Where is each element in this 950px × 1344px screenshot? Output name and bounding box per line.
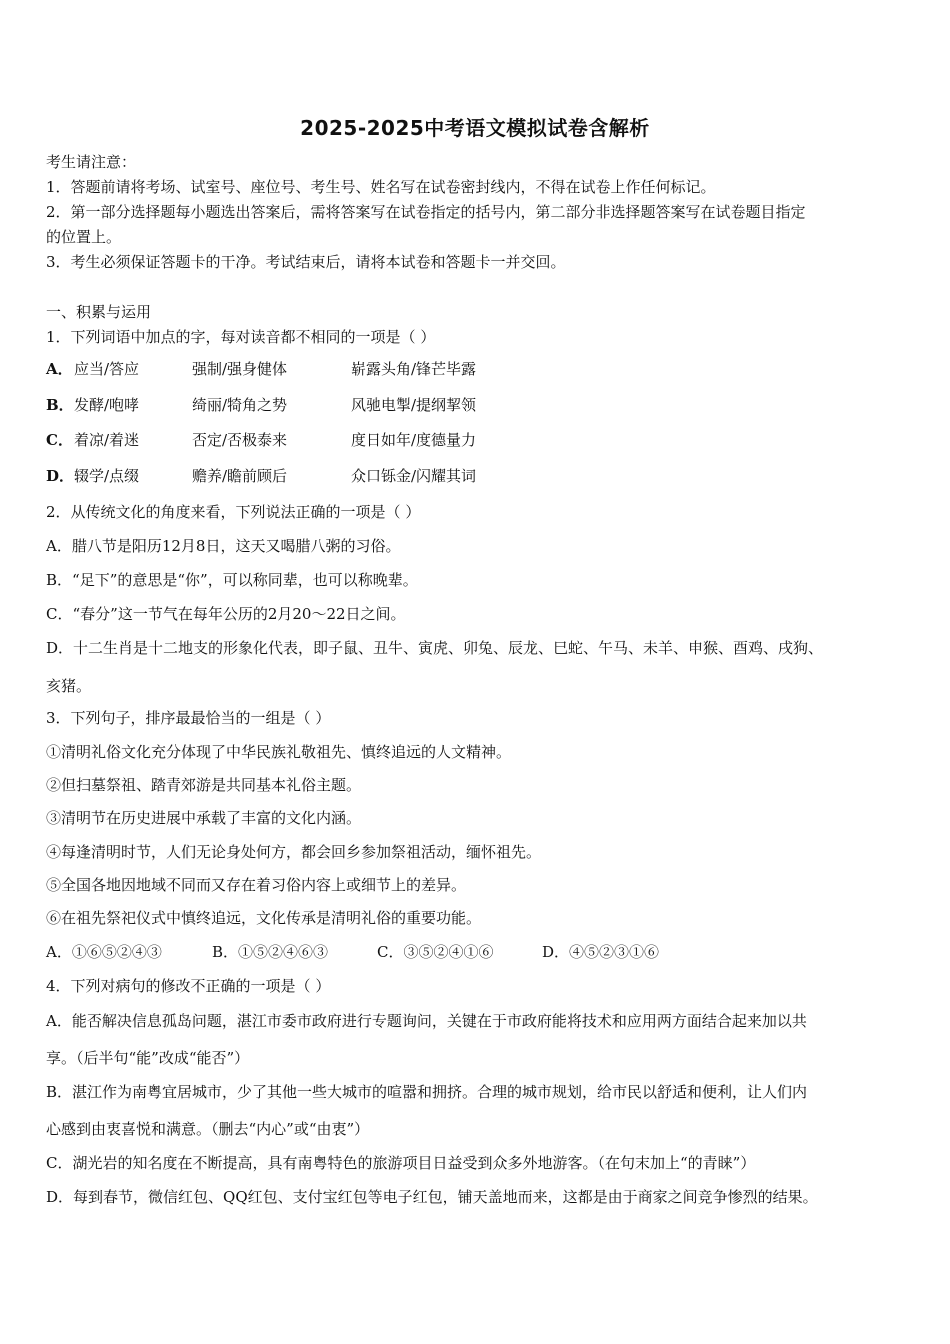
q1-stem: 1．下列词语中加点的字，每对读音都不相同的一项是（ ）	[46, 328, 436, 346]
notice-heading: 考生请注意：	[46, 153, 137, 171]
q2-option-d: D．十二生肖是十二地支的形象化代表，即子鼠、丑牛、寅虎、卯兔、辰龙、巳蛇、午马、未羊、申猴、酉鸡、戌狗、	[46, 639, 824, 657]
option-col-1: 辍学/点缀	[74, 467, 140, 485]
option-col-1: 着凉/着迷	[74, 431, 140, 449]
notice-item-2-cont: 的位置上。	[46, 228, 122, 246]
q3-sentence-4: ④每逢清明时节，人们无论身处何方，都会回乡参加祭祖活动，缅怀祖先。	[46, 843, 542, 861]
q3-sentence-1: ①清明礼俗文化充分体现了中华民族礼敬祖先、慎终追远的人文精神。	[46, 743, 512, 761]
option-col-1: 应当/答应	[74, 360, 140, 378]
q3-sentence-5: ⑤全国各地因地域不同而又存在着习俗内容上或细节上的差异。	[46, 876, 467, 894]
q4-option-a: A．能否解决信息孤岛问题，湛江市委市政府进行专题询问，关键在于市政府能将技术和应用两方面结合起来加以共	[46, 1012, 807, 1030]
option-col-2: 强制/强身健体	[192, 360, 288, 378]
option-letter: D．	[46, 467, 75, 485]
option-col-1: 发酵/咆哮	[74, 396, 140, 414]
option-col-2: 绮丽/犄角之势	[192, 396, 288, 414]
q2-option-d-cont: 亥猪。	[46, 677, 92, 695]
q4-option-c: C．湖光岩的知名度在不断提高，具有南粤特色的旅游项目日益受到众多外地游客。（在句末加上“的青睐”）	[46, 1154, 756, 1172]
q3-sentence-3: ③清明节在历史进展中承载了丰富的文化内涵。	[46, 809, 362, 827]
option-col-2: 否定/否极泰来	[192, 431, 288, 449]
option-letter: B．	[46, 396, 74, 414]
notice-item-3: 3．考生必须保证答题卡的干净。考试结束后，请将本试卷和答题卡一并交回。	[46, 253, 566, 271]
option-col-3: 崭露头角/锋芒毕露	[351, 360, 477, 378]
option-col-2: 赡养/瞻前顾后	[192, 467, 288, 485]
q3-sentence-2: ②但扫墓祭祖、踏青郊游是共同基本礼俗主题。	[46, 776, 362, 794]
q2-option-b: B．“足下”的意思是“你”，可以称同辈，也可以称晚辈。	[46, 571, 418, 589]
q3-option-a: A．①⑥⑤②④③	[46, 943, 162, 961]
option-col-3: 风驰电掣/提纲挈领	[351, 396, 477, 414]
q3-stem: 3．下列句子，排序最最恰当的一组是（ ）	[46, 709, 331, 727]
q4-option-a-cont: 享。（后半句“能”改成“能否”）	[46, 1049, 250, 1067]
option-col-3: 众口铄金/闪耀其词	[351, 467, 477, 485]
q4-option-b: B．湛江作为南粤宜居城市，少了其他一些大城市的喧嚣和拥挤。合理的城市规划，给市民以舒适和便利，让人们内	[46, 1083, 808, 1101]
document-title: 2025-2025中考语文模拟试卷含解析	[300, 116, 650, 140]
q2-stem: 2．从传统文化的角度来看，下列说法正确的一项是（ ）	[46, 503, 421, 521]
q4-option-d: D．每到春节，微信红包、QQ红包、支付宝红包等电子红包，铺天盖地而来，这都是由于商家之间竞争惨烈的结果。	[46, 1188, 818, 1206]
notice-item-2: 2．第一部分选择题每小题选出答案后，需将答案写在试卷指定的括号内，第二部分非选择题答案写在试卷题目指定	[46, 203, 806, 221]
q3-sentence-6: ⑥在祖先祭祀仪式中慎终追远，文化传承是清明礼俗的重要功能。	[46, 909, 482, 927]
q4-stem: 4．下列对病句的修改不正确的一项是（ ）	[46, 977, 331, 995]
option-letter: A．	[46, 360, 73, 378]
option-col-3: 度日如年/度德量力	[351, 431, 477, 449]
section-heading: 一、积累与运用	[46, 303, 152, 321]
q2-option-a: A．腊八节是阳历12月8日，这天又喝腊八粥的习俗。	[46, 537, 401, 555]
notice-item-1: 1．答题前请将考场、试室号、座位号、考生号、姓名写在试卷密封线内，不得在试卷上作任何标记。	[46, 178, 716, 196]
q4-option-b-cont: 心感到由衷喜悦和满意。（删去“内心”或“由衷”）	[46, 1120, 370, 1138]
q3-option-b: B．①⑤②④⑥③	[212, 943, 329, 961]
q3-option-d: D．④⑤②③①⑥	[542, 943, 660, 961]
q3-option-c: C．③⑤②④①⑥	[377, 943, 494, 961]
option-letter: C．	[46, 431, 73, 449]
q2-option-c: C．“春分”这一节气在每年公历的2月20～22日之间。	[46, 605, 406, 623]
